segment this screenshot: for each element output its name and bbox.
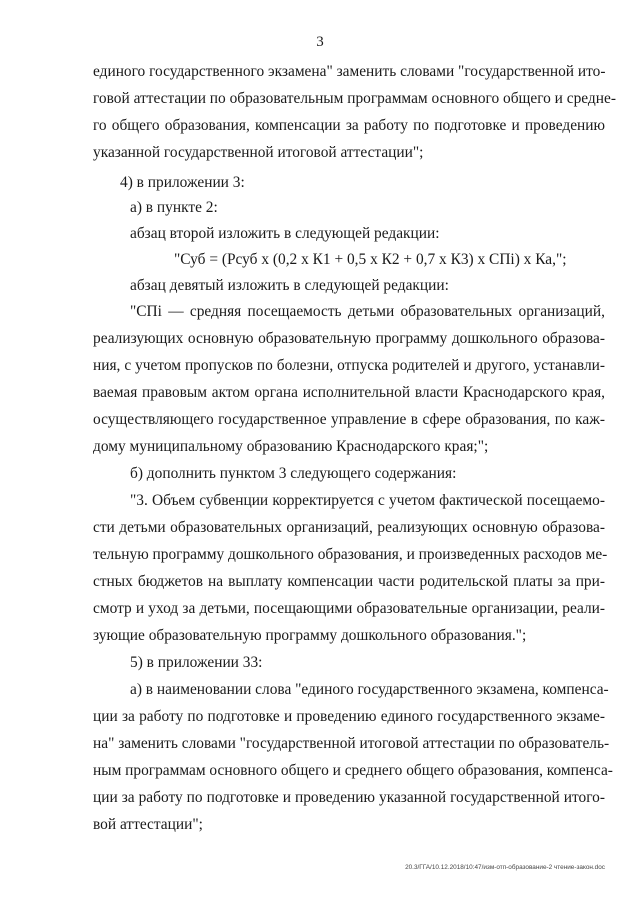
- text-line: на" заменить словами "государственной итоговой аттестации по образователь-: [93, 735, 610, 752]
- page-number: 3: [316, 34, 324, 50]
- text-line: ваемая правовым актом органа исполнительной власти Краснодарского края,: [93, 384, 605, 401]
- text-line: стных бюджетов на выплату компенсации части родительской платы за при-: [93, 573, 605, 590]
- text-line: го общего образования, компенсации за работу по подготовке и проведению: [93, 117, 605, 134]
- text-line: ции за работу по подготовке и проведению единого государственного экзаме-: [93, 708, 605, 725]
- text-line: а) в пункте 2:: [130, 199, 218, 216]
- text-line: абзац девятый изложить в следующей редакции:: [130, 277, 449, 294]
- text-line: 4) в приложении 3:: [120, 174, 245, 191]
- text-line: б) дополнить пунктом 3 следующего содержания:: [130, 465, 457, 482]
- text-line: говой аттестации по образовательным программам основного общего и средне-: [93, 90, 616, 107]
- text-line: 5) в приложении 33:: [130, 654, 263, 671]
- text-line: единого государственного экзамена" заменить словами "государственной ито-: [93, 63, 606, 80]
- text-line: ции за работу по подготовке и проведению указанной государственной итого-: [93, 789, 605, 806]
- text-line: указанной государственной итоговой аттестации";: [93, 144, 424, 161]
- text-line: ния, с учетом пропусков по болезни, отпуска родителей и другого, устанавли-: [93, 357, 605, 374]
- text-line: реализующих основную образовательную программу дошкольного образова-: [93, 330, 605, 347]
- text-line: "3. Объем субвенции корректируется с учетом фактической посещаемо-: [130, 492, 605, 509]
- text-line: вой аттестации";: [93, 816, 203, 833]
- file-path-footer: 20.3/ГГА/10.12.2018/10:47/изм-отп-образование-2 чтение-закон.doc: [405, 864, 605, 871]
- text-line: дому муниципальному образованию Краснодарского края;";: [93, 438, 489, 455]
- text-line: а) в наименовании слова "единого государственного экзамена, компенса-: [130, 681, 609, 698]
- text-line: зующие образовательную программу дошкольного образования.";: [93, 627, 527, 644]
- formula-line: "Суб = (Рсуб х (0,2 х К1 + 0,5 х К2 + 0,7 х К3) х СПi) х Ка,";: [174, 251, 567, 268]
- text-line: ным программам основного общего и среднего общего образования, компенса-: [93, 762, 613, 779]
- text-line: "СПi — средняя посещаемость детьми образовательных организаций,: [130, 303, 605, 320]
- text-line: сти детьми образовательных организаций, реализующих основную образова-: [93, 519, 605, 536]
- text-line: тельную программу дошкольного образования, и произведенных расходов ме-: [93, 546, 608, 563]
- text-line: осуществляющего государственное управление в сфере образования, по каж-: [93, 411, 605, 428]
- text-line: смотр и уход за детьми, посещающими образовательные организации, реали-: [93, 600, 605, 617]
- text-line: абзац второй изложить в следующей редакции:: [130, 225, 440, 242]
